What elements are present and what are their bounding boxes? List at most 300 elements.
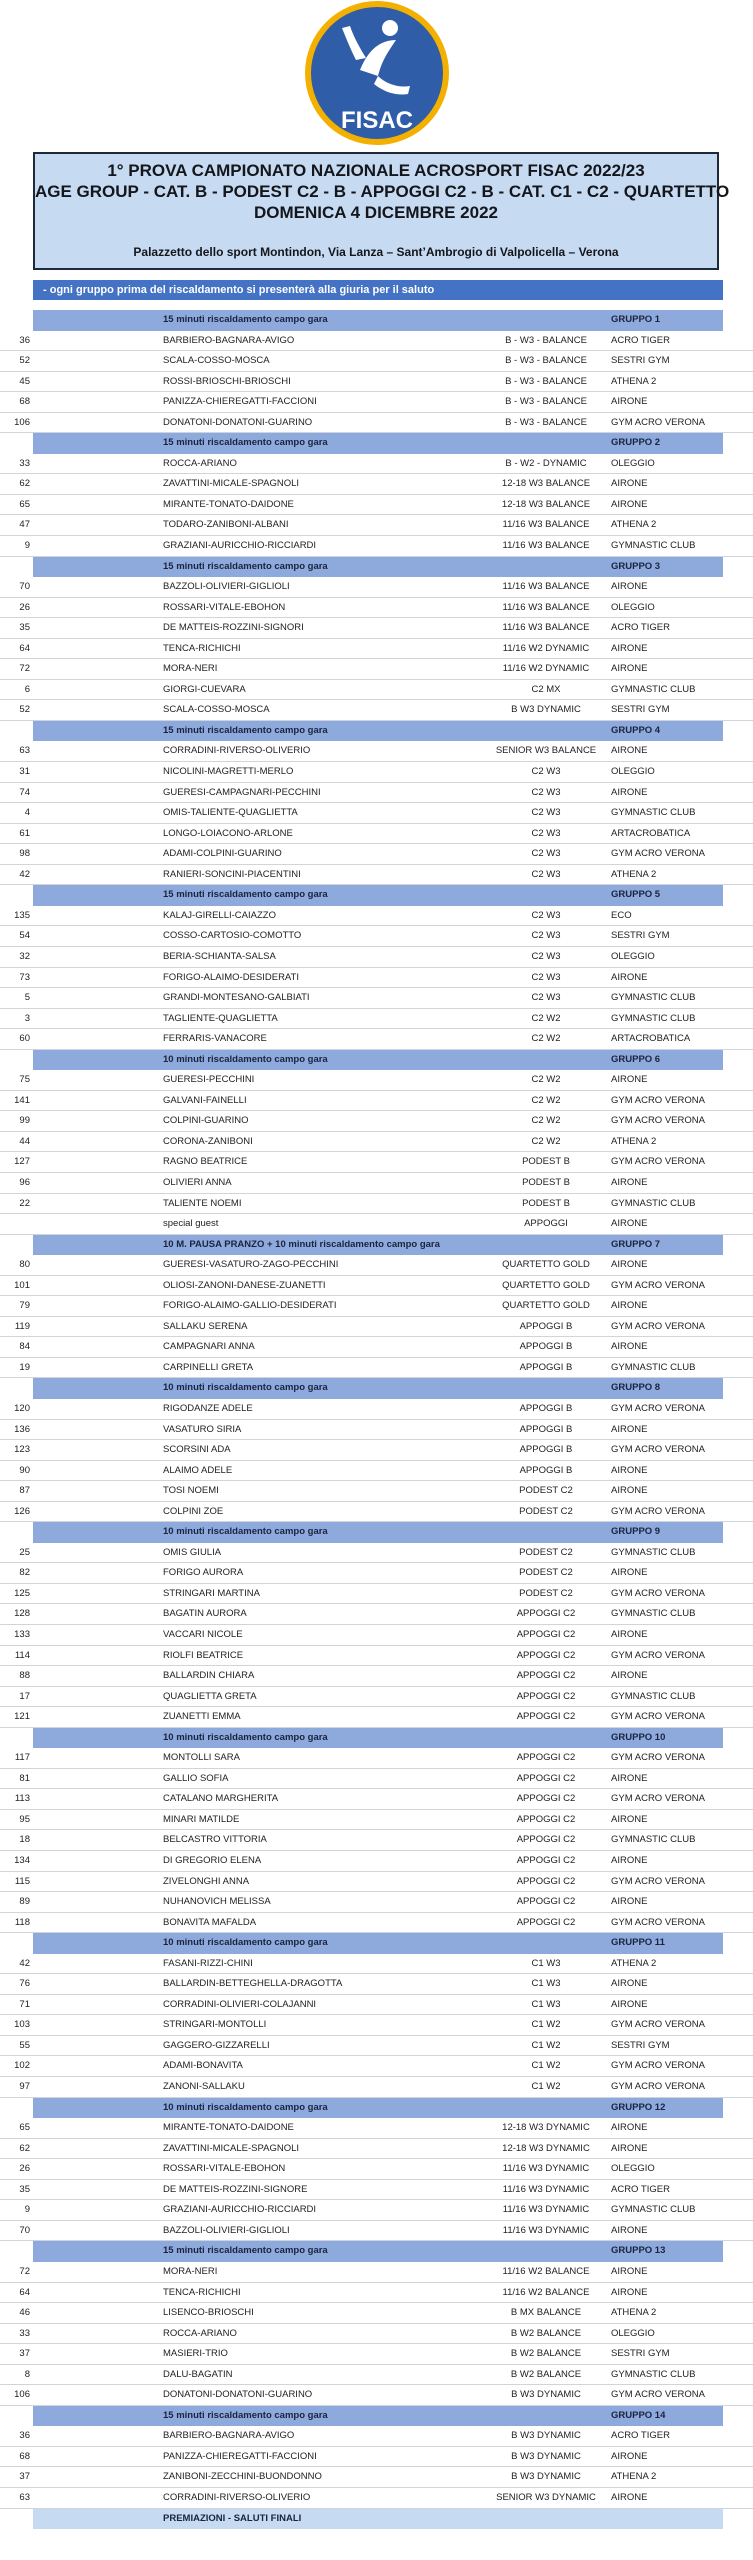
club-name: GYM ACRO VERONA (611, 1916, 705, 1928)
team-number: 75 (19, 1074, 30, 1086)
table-row (0, 1029, 753, 1050)
schedule-table (0, 310, 753, 2529)
club-name: ACRO TIGER (611, 2430, 670, 2442)
table-row (0, 2262, 753, 2283)
club-name: GYM ACRO VERONA (611, 2060, 705, 2072)
event-date: DOMENICA 4 DICEMBRE 2022 (253, 203, 499, 222)
category: C2 W3 (531, 807, 561, 819)
category: B - W3 - BALANCE (505, 396, 587, 408)
category: B W2 BALANCE (510, 2348, 582, 2360)
club-name: OLEGGIO (611, 2163, 655, 2175)
category: 11/16 W2 BALANCE (502, 2265, 590, 2277)
club-name: AIRONE (611, 2265, 648, 2277)
category: B - W3 - BALANCE (505, 355, 587, 367)
category: 11/16 W2 DYNAMIC (502, 663, 590, 675)
category: PODEST C2 (519, 1567, 573, 1579)
athlete-names: STRINGARI-MONTOLLI (163, 2019, 267, 2031)
athlete-names: MORA-NERI (163, 2265, 218, 2277)
athlete-names: FASANI-RIZZI-CHINI (163, 1957, 253, 1969)
table-row (0, 2324, 753, 2345)
club-name: AIRONE (611, 1074, 648, 1086)
category: SENIOR W3 DYNAMIC (496, 2491, 596, 2503)
warmup-label: 10 minuti riscaldamento campo gara (163, 1526, 328, 1538)
athlete-names: PANIZZA-CHIEREGATTI-FACCIONI (163, 396, 317, 408)
category: B W3 DYNAMIC (511, 704, 581, 716)
athlete-names: STRINGARI MARTINA (163, 1587, 260, 1599)
club-name: AIRONE (611, 745, 648, 757)
club-name: AIRONE (611, 396, 648, 408)
table-row (0, 1666, 753, 1687)
category: APPOGGI B (519, 1402, 573, 1414)
club-name: AIRONE (611, 1855, 648, 1867)
table-row (0, 1995, 753, 2016)
table-row (0, 1810, 753, 1831)
club-name: GYMNASTIC CLUB (611, 1361, 696, 1373)
club-name: AIRONE (611, 1218, 648, 1230)
team-number: 37 (19, 2348, 30, 2360)
table-row (0, 844, 753, 865)
warmup-label: 10 M. PAUSA PRANZO + 10 minuti riscaldamento campo gara (163, 1238, 440, 1250)
club-name: ARTACROBATICA (611, 827, 691, 839)
club-name: AIRONE (611, 1567, 648, 1579)
table-row (0, 803, 753, 824)
club-name: GYMNASTIC CLUB (611, 1834, 696, 1846)
category: 11/16 W3 BALANCE (502, 622, 590, 634)
athlete-names: VACCARI NICOLE (163, 1629, 243, 1640)
category: APPOGGI C2 (516, 1649, 576, 1661)
team-number: 35 (19, 2183, 30, 2195)
team-number: 9 (24, 540, 30, 552)
athlete-names: BELCASTRO VITTORIA (163, 1834, 267, 1846)
team-number: 115 (14, 1875, 30, 1887)
athlete-names: FERRARIS-VANACORE (163, 1033, 267, 1045)
category: APPOGGI C2 (516, 1875, 576, 1887)
table-row (0, 2344, 753, 2365)
team-number: 62 (19, 2142, 30, 2154)
club-name: ATHENA 2 (611, 375, 657, 387)
athlete-names: DONATONI-DONATONI-GUARINO (163, 416, 313, 428)
table-row (0, 1276, 753, 1297)
group-label: GRUPPO 1 (611, 314, 661, 325)
club-name: AIRONE (611, 1485, 648, 1497)
athlete-names: SALLAKU SERENA (163, 1320, 248, 1332)
warmup-label: 10 minuti riscaldamento campo gara (163, 1731, 328, 1743)
team-number: 117 (14, 1752, 30, 1764)
table-row (0, 495, 753, 516)
category: APPOGGI C2 (516, 1896, 576, 1908)
warmup-label: 15 minuti riscaldamento campo gara (163, 560, 328, 572)
club-name: SESTRI GYM (611, 2039, 670, 2051)
category: APPOGGI C2 (516, 1629, 576, 1640)
category: PODEST C2 (519, 1505, 573, 1517)
team-number: 120 (14, 1402, 30, 1414)
club-name: AIRONE (611, 1998, 648, 2010)
table-row (0, 1769, 753, 1790)
team-number: 25 (19, 1546, 30, 1558)
athlete-names: NICOLINI-MAGRETTI-MERLO (163, 766, 294, 778)
team-number: 31 (19, 766, 30, 778)
table-row (0, 1646, 753, 1667)
athlete-names: NUHANOVICH MELISSA (163, 1896, 271, 1908)
club-name: GYM ACRO VERONA (611, 1115, 705, 1127)
category: C2 W3 (531, 868, 561, 880)
club-name: AIRONE (611, 478, 648, 490)
team-number: 87 (19, 1485, 30, 1497)
team-number: 79 (19, 1300, 30, 1312)
category: PODEST B (522, 1176, 570, 1188)
group-label: GRUPPO 3 (611, 560, 661, 572)
group-label: GRUPPO 8 (611, 1382, 661, 1394)
team-number: 26 (19, 601, 30, 613)
table-row (0, 968, 753, 989)
category: B W3 DYNAMIC (511, 2389, 581, 2401)
team-number: 127 (14, 1156, 30, 1168)
table-row (0, 700, 753, 721)
team-number: 47 (19, 519, 30, 531)
athlete-names: MORA-NERI (163, 663, 218, 675)
athlete-names: FORIGO AURORA (163, 1567, 244, 1579)
athlete-names: CORRADINI-OLIVIERI-COLAJANNI (163, 1998, 317, 2010)
athlete-names: GALLIO SOFIA (163, 1772, 229, 1784)
table-row (0, 639, 753, 660)
team-number: 95 (19, 1813, 30, 1825)
club-name: GYMNASTIC CLUB (611, 1197, 696, 1209)
team-number: 64 (19, 2286, 30, 2298)
club-name: ATHENA 2 (611, 2471, 657, 2483)
table-row (0, 2118, 753, 2139)
team-number: 65 (19, 2122, 30, 2134)
team-number: 119 (14, 1320, 30, 1332)
table-row (0, 536, 753, 557)
club-name: AIRONE (611, 581, 648, 593)
team-number: 36 (19, 334, 30, 346)
club-name: ACRO TIGER (611, 622, 670, 634)
table-row (0, 762, 753, 783)
team-number: 19 (19, 1361, 30, 1373)
team-number: 103 (14, 2019, 30, 2031)
final-row (33, 2509, 723, 2530)
category: APPOGGI C2 (516, 1711, 576, 1723)
table-row (0, 1604, 753, 1625)
table-row (0, 1851, 753, 1872)
club-name: AIRONE (611, 663, 648, 675)
athlete-names: GAGGERO-GIZZARELLI (163, 2039, 270, 2051)
table-row (0, 1337, 753, 1358)
athlete-names: BAZZOLI-OLIVIERI-GIGLIOLI (163, 2224, 290, 2236)
group-label: GRUPPO 7 (611, 1238, 661, 1250)
category: C2 W2 (531, 1094, 561, 1106)
team-number: 5 (24, 992, 30, 1004)
group-header-row (33, 433, 723, 454)
table-row (0, 2056, 753, 2077)
category: C2 W2 (531, 1033, 561, 1045)
club-name: GYM ACRO VERONA (611, 1402, 705, 1414)
category: PODEST C2 (519, 1587, 573, 1599)
team-number: 106 (14, 2389, 30, 2401)
table-row (0, 947, 753, 968)
table-row (0, 474, 753, 495)
team-number: 55 (19, 2039, 30, 2051)
group-label: GRUPPO 5 (611, 889, 661, 901)
club-name: GYM ACRO VERONA (611, 416, 705, 428)
table-row (0, 2139, 753, 2160)
athlete-names: TENCA-RICHICHI (163, 642, 241, 654)
team-number: 63 (19, 2491, 30, 2503)
category: SENIOR W3 BALANCE (495, 745, 597, 757)
category: APPOGGI C2 (516, 1690, 576, 1702)
category: C2 W3 (531, 909, 561, 921)
group-header-row (33, 310, 723, 331)
event-title: 1° PROVA CAMPIONATO NAZIONALE ACROSPORT FISAC 2022/23 (107, 161, 645, 180)
table-row (0, 331, 753, 352)
table-row (0, 1707, 753, 1728)
group-header-row (33, 1050, 723, 1071)
category: C1 W2 (531, 2039, 561, 2051)
final-label: PREMIAZIONI - SALUTI FINALI (163, 2512, 302, 2524)
club-name: GYMNASTIC CLUB (611, 992, 696, 1004)
category: C2 W3 (531, 766, 561, 778)
club-name: SESTRI GYM (611, 930, 670, 942)
category: B - W2 - DYNAMIC (505, 457, 587, 469)
table-row (0, 783, 753, 804)
category: PODEST B (522, 1197, 570, 1209)
team-number: 63 (19, 745, 30, 757)
category: C2 W2 (531, 1135, 561, 1147)
category: B MX BALANCE (510, 2307, 582, 2319)
athlete-names: CORONA-ZANIBONI (163, 1135, 253, 1147)
club-name: ECO (611, 909, 632, 921)
team-number: 76 (19, 1978, 30, 1990)
category: 11/16 W3 DYNAMIC (502, 2163, 590, 2175)
group-label: GRUPPO 13 (611, 2245, 666, 2257)
athlete-names: ROSSI-BRIOSCHI-BRIOSCHI (163, 375, 291, 387)
team-number: 71 (19, 1998, 30, 2010)
table-row (0, 2365, 753, 2386)
category: QUARTETTO GOLD (502, 1259, 590, 1271)
table-row (0, 2467, 753, 2488)
category: 12-18 W3 DYNAMIC (502, 2142, 590, 2154)
table-row (0, 1399, 753, 1420)
table-row (0, 2200, 753, 2221)
team-number: 73 (19, 971, 30, 983)
athlete-names: BAGATIN AURORA (163, 1608, 247, 1620)
athlete-names: ADAMI-BONAVITA (163, 2060, 243, 2072)
category: APPOGGI B (519, 1464, 573, 1476)
table-row (0, 2221, 753, 2242)
athlete-names: TOSI NOEMI (163, 1485, 219, 1497)
athlete-names: BAZZOLI-OLIVIERI-GIGLIOLI (163, 581, 290, 593)
table-row (0, 1111, 753, 1132)
category: C2 W3 (531, 992, 561, 1004)
category: C2 W3 (531, 971, 561, 983)
club-name: AIRONE (611, 786, 648, 798)
athlete-names: ZAVATTINI-MICALE-SPAGNOLI (163, 2142, 300, 2154)
club-name: AIRONE (611, 642, 648, 654)
category: C1 W3 (531, 1998, 561, 2010)
club-name: GYM ACRO VERONA (611, 1587, 705, 1599)
category: C1 W3 (531, 1957, 561, 1969)
table-row (0, 659, 753, 680)
group-header-row (33, 721, 723, 742)
table-row (0, 2488, 753, 2509)
team-number: 80 (19, 1259, 30, 1271)
table-row (0, 1543, 753, 1564)
club-name: GYM ACRO VERONA (611, 1793, 705, 1805)
team-number: 4 (24, 807, 30, 819)
club-name: GYM ACRO VERONA (611, 2019, 705, 2031)
athlete-names: ZANONI-SALLAKU (163, 2081, 245, 2093)
category: C2 W3 (531, 786, 561, 798)
table-row (0, 824, 753, 845)
table-row (0, 1214, 753, 1235)
athlete-names: ZANIBONI-ZECCHINI-BUONDONNO (163, 2471, 322, 2483)
athlete-names: DE MATTEIS-ROZZINI-SIGNORE (163, 2183, 308, 2195)
club-name: AIRONE (611, 971, 648, 983)
athlete-names: DI GREGORIO ELENA (163, 1855, 262, 1867)
club-name: AIRONE (611, 2450, 648, 2462)
warmup-label: 15 minuti riscaldamento campo gara (163, 314, 328, 325)
category: APPOGGI C2 (516, 1855, 576, 1867)
team-number: 70 (19, 581, 30, 593)
group-header-row (33, 2241, 723, 2262)
team-number: 52 (19, 704, 30, 716)
team-number: 32 (19, 950, 30, 962)
club-name: GYM ACRO VERONA (611, 2081, 705, 2093)
team-number: 113 (14, 1793, 30, 1805)
warmup-label: 10 minuti riscaldamento campo gara (163, 1937, 328, 1949)
athlete-names: BALLARDIN CHIARA (163, 1670, 255, 1682)
team-number: 68 (19, 396, 30, 408)
category: QUARTETTO GOLD (502, 1300, 590, 1312)
athlete-names: SCALA-COSSO-MOSCA (163, 355, 270, 367)
athlete-names: GUERESI-PECCHINI (163, 1074, 255, 1086)
team-number: 82 (19, 1567, 30, 1579)
category: C2 W2 (531, 1074, 561, 1086)
club-name: AIRONE (611, 2491, 648, 2503)
team-number: 37 (19, 2471, 30, 2483)
athlete-names: RIGODANZE ADELE (163, 1402, 253, 1414)
category: PODEST C2 (519, 1485, 573, 1497)
category: PODEST B (522, 1156, 570, 1168)
category: APPOGGI C2 (516, 1670, 576, 1682)
category: C2 W2 (531, 1115, 561, 1127)
category: B W3 DYNAMIC (511, 2471, 581, 2483)
club-name: ARTACROBATICA (611, 1033, 691, 1045)
category: APPOGGI B (519, 1341, 573, 1353)
table-row (0, 680, 753, 701)
group-label: GRUPPO 14 (611, 2409, 666, 2421)
club-name: AIRONE (611, 2224, 648, 2236)
fisac-logo (298, 0, 456, 147)
table-row (0, 2036, 753, 2057)
table-row (0, 1255, 753, 1276)
table-row (0, 454, 753, 475)
athlete-names: TENCA-RICHICHI (163, 2286, 241, 2298)
table-row (0, 1358, 753, 1379)
team-number: 106 (14, 416, 30, 428)
event-header (33, 152, 730, 270)
club-name: AIRONE (611, 2122, 648, 2134)
club-name: AIRONE (611, 2286, 648, 2298)
table-row (0, 1461, 753, 1482)
event-categories: AGE GROUP - CAT. B - PODEST C2 - B - APPOGGI C2 - B - CAT. C1 - C2 - QUARTETTO (35, 182, 730, 201)
team-number: 33 (19, 2327, 30, 2339)
category: B W3 DYNAMIC (511, 2450, 581, 2462)
athlete-names: FORIGO-ALAIMO-DESIDERATI (163, 971, 300, 983)
team-number: 89 (19, 1896, 30, 1908)
team-number: 52 (19, 355, 30, 367)
athlete-names: OLIVIERI ANNA (163, 1176, 232, 1188)
team-number: 125 (14, 1587, 30, 1599)
team-number: 70 (19, 2224, 30, 2236)
group-label: GRUPPO 11 (611, 1937, 665, 1949)
category: 12-18 W3 DYNAMIC (502, 2122, 590, 2134)
athlete-names: TAGLIENTE-QUAGLIETTA (163, 1012, 278, 1024)
table-row (0, 1892, 753, 1913)
table-row (0, 1913, 753, 1934)
category: C1 W2 (531, 2060, 561, 2072)
club-name: OLEGGIO (611, 601, 655, 613)
warmup-label: 15 minuti riscaldamento campo gara (163, 437, 328, 449)
table-row (0, 1974, 753, 1995)
event-venue: Palazzetto dello sport Montindon, Via Lanza – Sant’Ambrogio di Valpolicella – Verona (133, 245, 619, 259)
club-name: AIRONE (611, 498, 648, 510)
category: 11/16 W3 BALANCE (502, 540, 590, 552)
team-number: 90 (19, 1464, 30, 1476)
club-name: OLEGGIO (611, 950, 655, 962)
athlete-names: BONAVITA MAFALDA (163, 1916, 257, 1928)
team-number: 61 (19, 827, 30, 839)
team-number: 65 (19, 498, 30, 510)
club-name: GYM ACRO VERONA (611, 1320, 705, 1332)
table-row (0, 1954, 753, 1975)
athlete-names: GUERESI-VASATURO-ZAGO-PECCHINI (163, 1259, 339, 1271)
team-number: 121 (14, 1711, 30, 1723)
table-row (0, 2180, 753, 2201)
athlete-names: ROCCA-ARIANO (163, 2327, 237, 2339)
athlete-names: MONTOLLI SARA (163, 1752, 240, 1764)
table-row (0, 351, 753, 372)
club-name: OLEGGIO (611, 766, 655, 778)
warmup-label: 15 minuti riscaldamento campo gara (163, 2245, 328, 2257)
category: C2 MX (531, 683, 561, 695)
table-row (0, 1194, 753, 1215)
club-name: ACRO TIGER (611, 2183, 670, 2195)
category: APPOGGI C2 (516, 1772, 576, 1784)
club-name: SESTRI GYM (611, 355, 670, 367)
table-row (0, 1009, 753, 1030)
table-row (0, 1789, 753, 1810)
warmup-label: 15 minuti riscaldamento campo gara (163, 889, 328, 901)
club-name: GYM ACRO VERONA (611, 1156, 705, 1168)
club-name: AIRONE (611, 1813, 648, 1825)
club-name: SESTRI GYM (611, 704, 670, 716)
category: APPOGGI (524, 1218, 568, 1230)
athlete-names: FORIGO-ALAIMO-GALLIO-DESIDERATI (163, 1300, 337, 1312)
category: 11/16 W3 BALANCE (502, 601, 590, 613)
group-header-row (33, 1522, 723, 1543)
athlete-names: SCALA-COSSO-MOSCA (163, 704, 270, 716)
club-name: GYMNASTIC CLUB (611, 1546, 696, 1558)
notice-bar: - ogni gruppo prima del riscaldamento si presenterà alla giuria per il saluto (33, 280, 723, 300)
group-label: GRUPPO 10 (611, 1731, 666, 1743)
category: C2 W3 (531, 930, 561, 942)
table-row (0, 2426, 753, 2447)
club-name: GYMNASTIC CLUB (611, 1012, 696, 1024)
team-number: 81 (19, 1772, 30, 1784)
athlete-names: VASATURO SIRIA (163, 1423, 242, 1435)
athlete-names: GIORGI-CUEVARA (163, 683, 246, 695)
